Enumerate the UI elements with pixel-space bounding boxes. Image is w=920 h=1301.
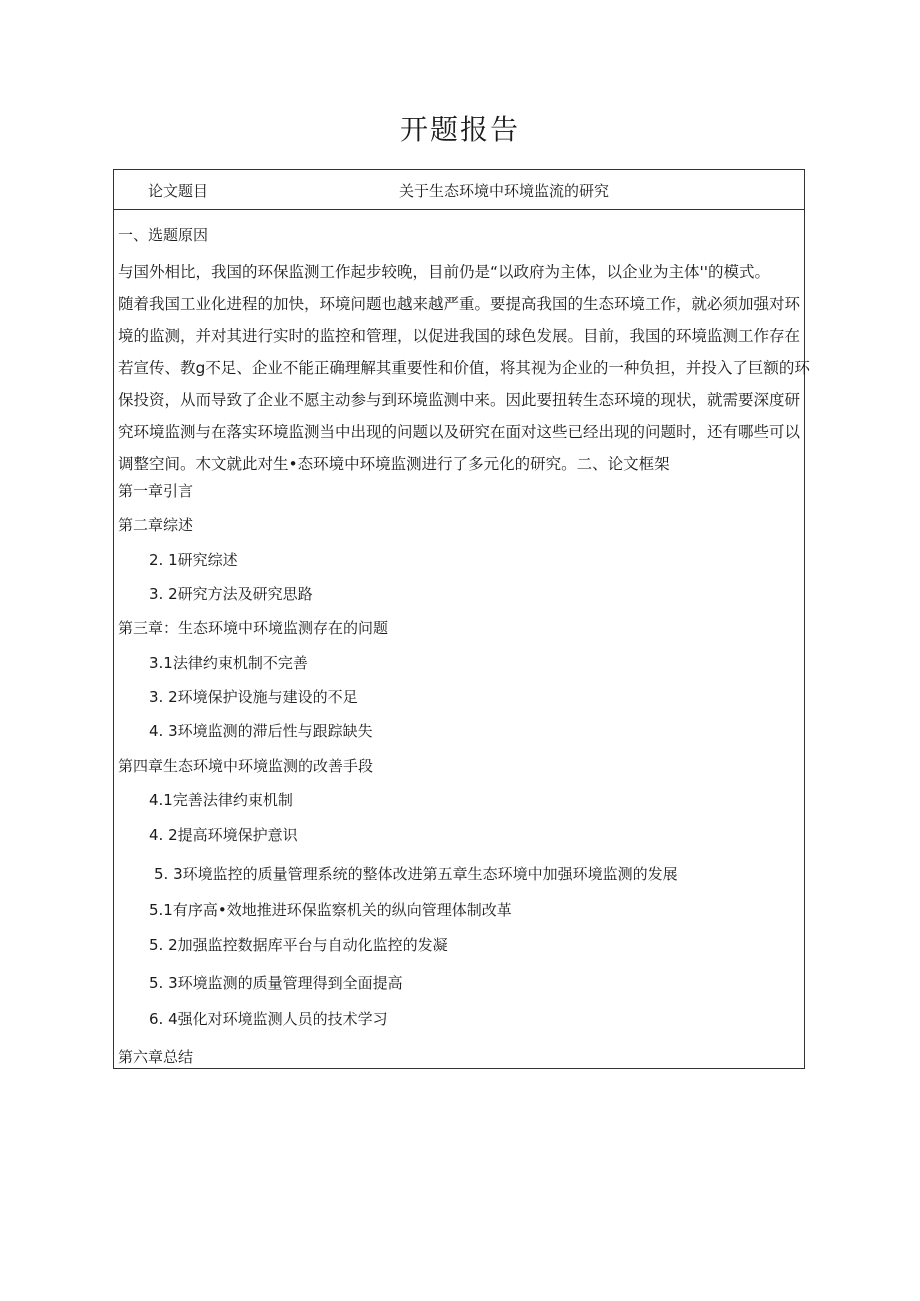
outline-item: 第四章生态环境中环境监测的改善手段 (118, 757, 374, 775)
paragraph-line: 境的监测，并对其进行实时的监控和管理，以促进我国的球色发展。目前，我国的环境监测工作存在 (118, 327, 801, 345)
topic-row (114, 170, 804, 210)
paragraph-line: 若宣传、教g不足、企业不能正确理解其重要性和价值，将其视为企业的一种负担，并投入了巨额的环 (118, 359, 810, 377)
outline-item: 第二章综述 (118, 516, 194, 534)
outline-item: 第一章引言 (118, 482, 194, 500)
topic-value: 关于生态环境中环境监流的研究 (399, 182, 610, 200)
page-title: 开题报告 (399, 113, 520, 146)
outline-item: 5. 3环境监控的质量管理系统的整体改进第五章生态环境中加强环境监测的发展 (154, 865, 678, 883)
outline-item: 3. 2研究方法及研究思路 (149, 585, 313, 603)
outline-item: 5. 3环境监测的质量管理得到全面提高 (149, 974, 403, 992)
outline-item: 2. 1研究综述 (149, 551, 238, 569)
proposal-table (113, 169, 810, 1069)
paragraph-line: 与国外相比，我国的环保监测工作起步较晚，目前仍是“以政府为主体，以企业为主体''的模式。 (118, 263, 771, 281)
outline-item: 3.1法律约束机制不完善 (149, 654, 308, 672)
reason-paragraph (118, 256, 810, 480)
outline-item: 第三章：生态环境中环境监测存在的问题 (118, 619, 389, 637)
outline-item: 4. 3环境监测的滞后性与跟踪缺失 (149, 722, 373, 740)
outline-item: 5. 2加强监控数据库平台与自动化监控的发凝 (149, 936, 448, 954)
outline-item: 4.1完善法律约束机制 (149, 791, 293, 809)
outline-item: 5.1有序高•效地推进环保监察机关的纵向管理体制改革 (149, 901, 512, 919)
topic-label: 论文题目 (148, 182, 209, 200)
paragraph-line: 调整空间。木文就此对生•态环境中环境监测进行了多元化的研究。二、论文框架 (118, 455, 670, 473)
paragraph-line: 究环境监测与在落实环境监测当中出现的问题以及研究在面对这些已经出现的问题时，还有哪些可以 (118, 423, 801, 441)
outline-item: 6. 4强化对环境监测人员的技术学习 (149, 1010, 388, 1028)
outline-item: 4. 2提高环境保护意识 (149, 826, 298, 844)
outline-item: 第六章总结 (118, 1048, 194, 1066)
paragraph-line: 保投资，从而导致了企业不愿主动参与到环境监测中来。因此要扭转生态环境的现状，就需要深度研 (118, 391, 801, 409)
paragraph-line: 随着我国工业化进程的加快，环境问题也越来越严重。要提高我国的生态环境工作，就必须加强对环 (118, 295, 801, 313)
outline-item: 3. 2环境保护设施与建设的不足 (149, 688, 358, 706)
section-heading: 一、选题原因 (118, 226, 209, 244)
